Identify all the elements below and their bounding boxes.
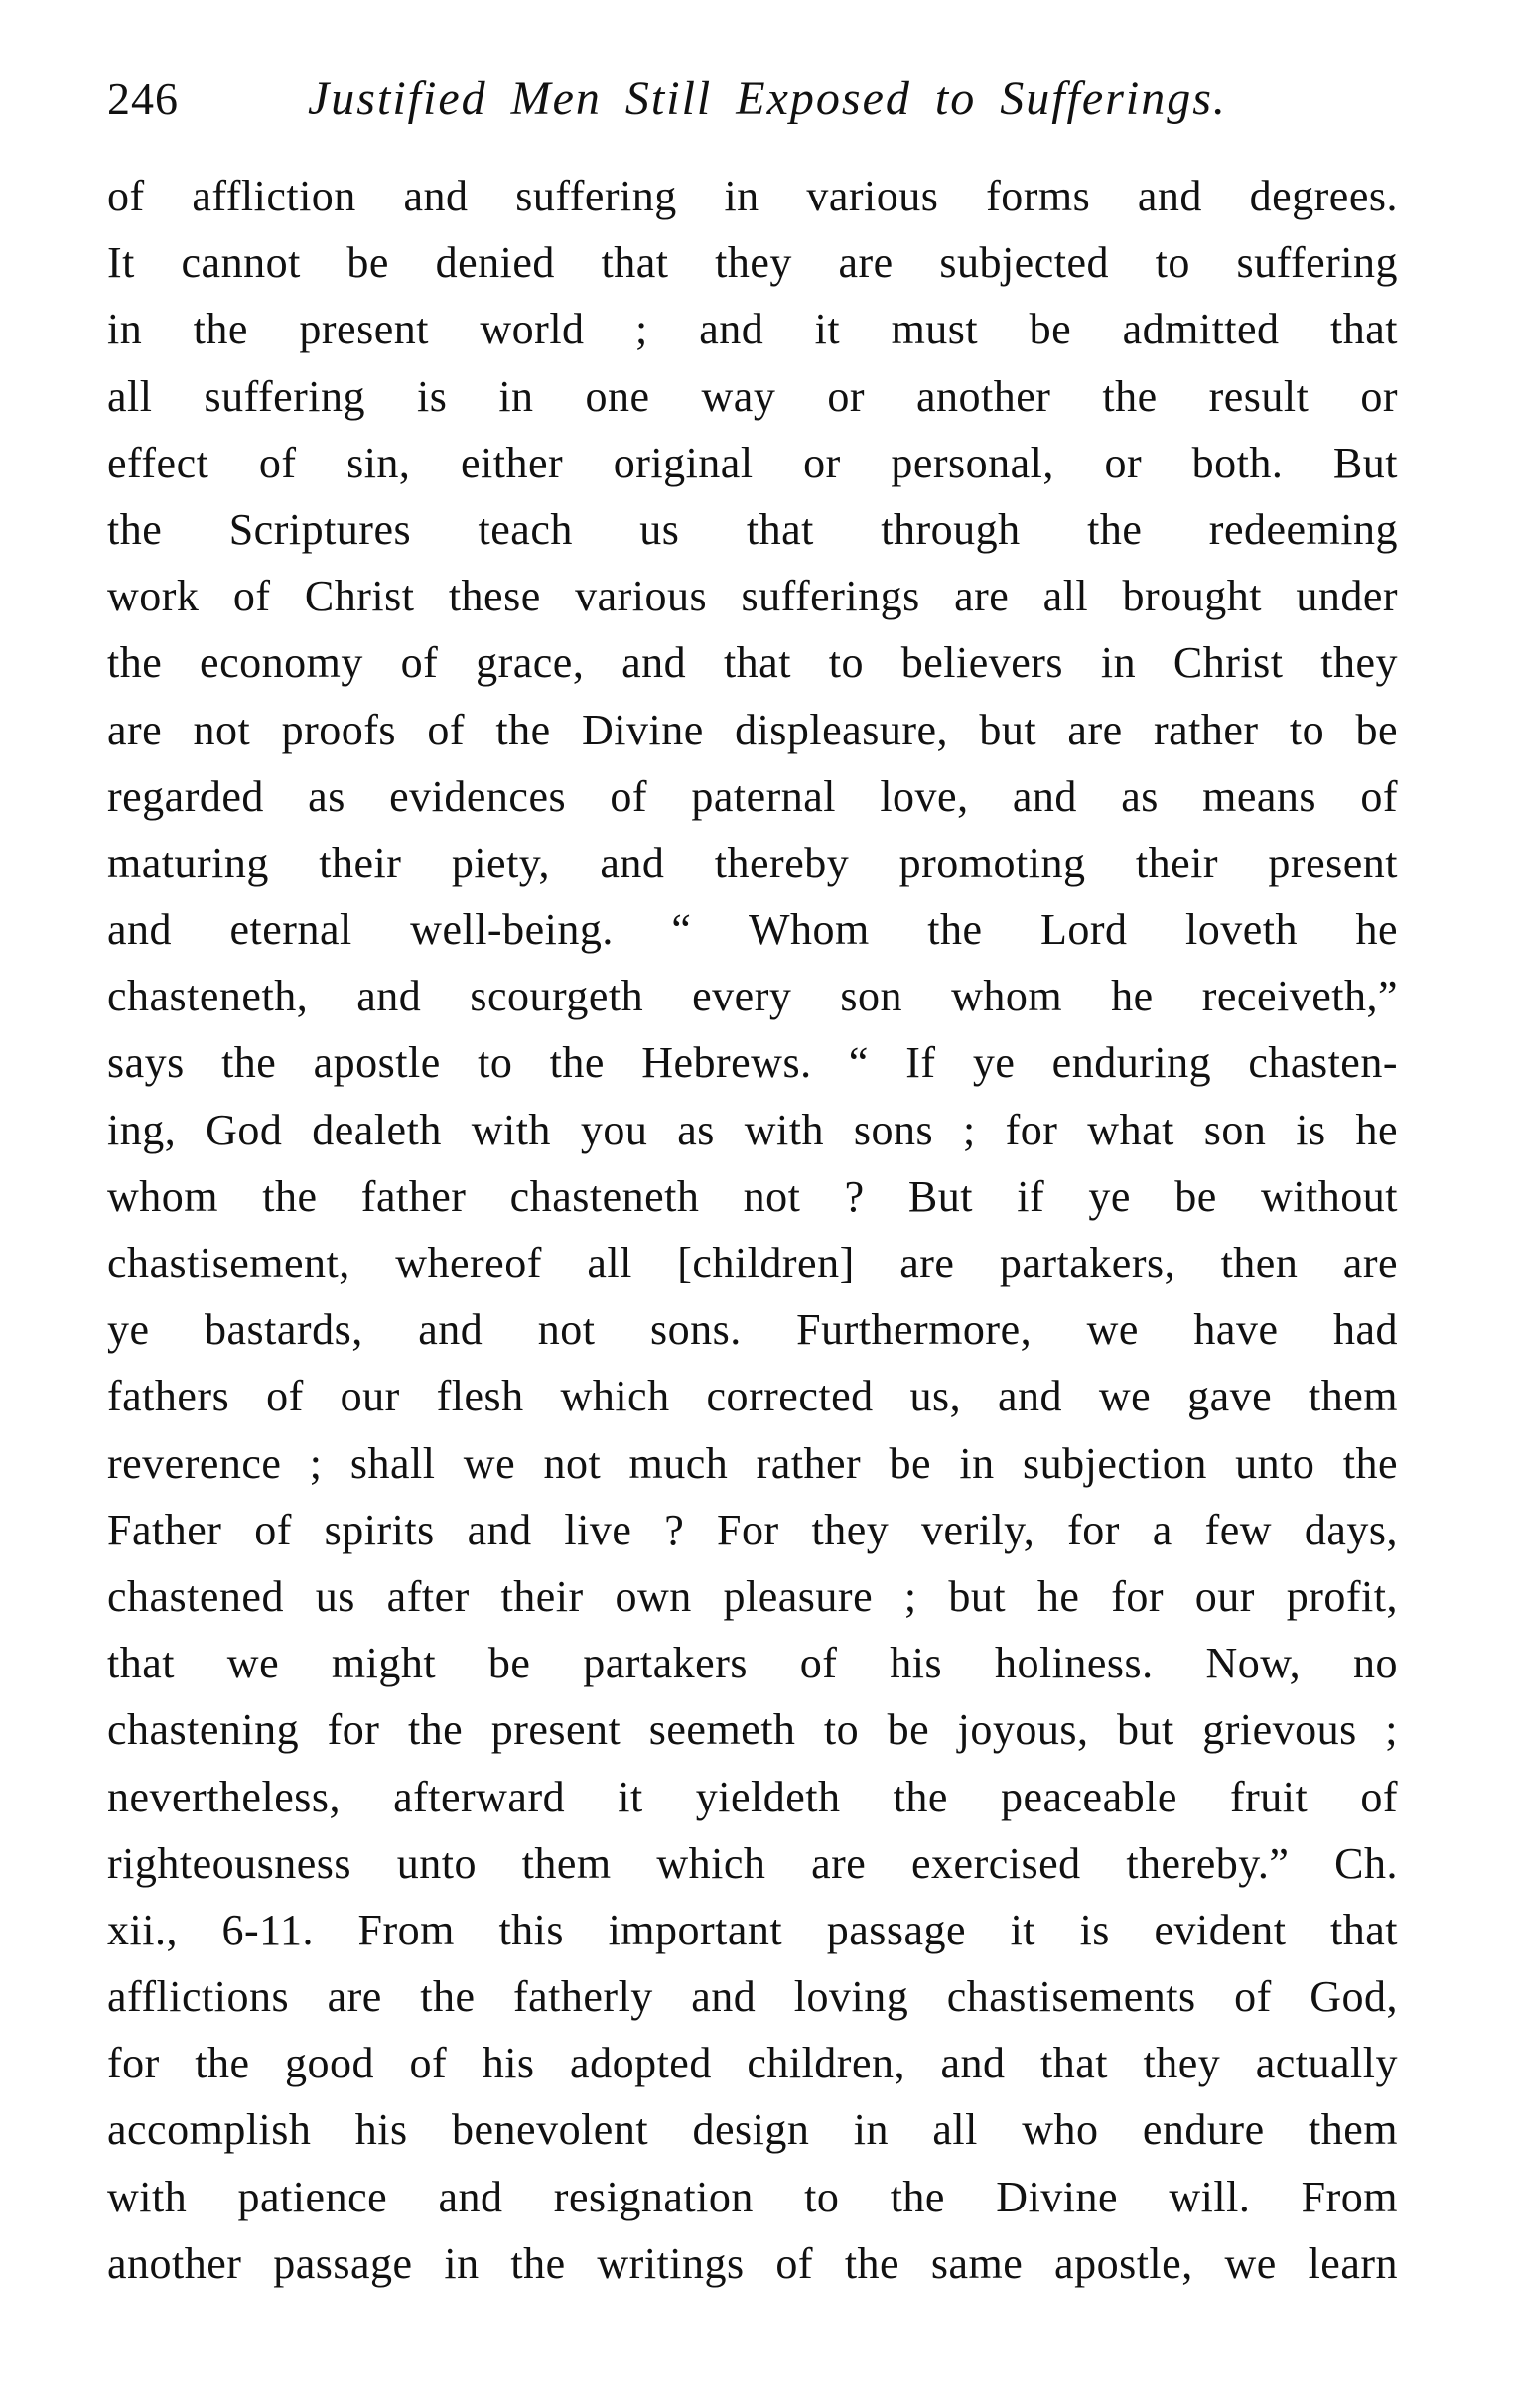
text-line: fathers of our flesh which corrected us, and we gave them <box>107 1372 1398 1421</box>
text-line: afflictions are the fatherly and loving chastisements of God, <box>107 1972 1398 2022</box>
text-line: nevertheless, afterward it yieldeth the peaceable fruit of <box>107 1772 1398 1821</box>
text-line: ing, God dealeth with you as with sons ; for what son is he <box>107 1105 1398 1154</box>
text-line: for the good of his adopted children, and that they actually <box>107 2039 1398 2088</box>
page-number: 246 <box>107 73 179 124</box>
text-line: the economy of grace, and that to believers in Christ they <box>107 638 1398 688</box>
text-line: Father of spirits and live ? For they verily, for a few days, <box>107 1505 1398 1554</box>
text-line: maturing their piety, and thereby promoting their present <box>107 838 1398 887</box>
text-line: chastened us after their own pleasure ; but he for our profit, <box>107 1571 1398 1621</box>
text-line: says the apostle to the Hebrews. “ If ye enduring chasten- <box>107 1038 1398 1088</box>
text-line: with patience and resignation to the Divine will. From <box>107 2172 1398 2221</box>
text-line: effect of sin, either original or personal, or both. But <box>107 438 1398 487</box>
text-line: chasteneth, and scourgeth every son whom he receiveth,” <box>107 972 1398 1021</box>
text-line: the Scriptures teach us that through the redeeming <box>107 504 1398 554</box>
text-line: of affliction and suffering in various forms and degrees. <box>107 172 1398 220</box>
text-line: regarded as evidences of paternal love, and as means of <box>107 771 1398 821</box>
text-line: that we might be partakers of his holiness. Now, no <box>107 1639 1398 1688</box>
text-line: xii., 6-11. From this important passage it is evident that <box>107 1905 1398 1954</box>
text-line: righteousness unto them which are exercised thereby.” Ch. <box>107 1838 1398 1888</box>
text-line: all suffering is in one way or another the result or <box>107 371 1398 421</box>
page-header <box>107 69 1418 149</box>
text-line: chastisement, whereof all [children] are partakers, then are <box>107 1239 1398 1287</box>
text-line: whom the father chasteneth not ? But if ye be without <box>107 1171 1398 1221</box>
text-line: It cannot be denied that they are subjected to suffering <box>107 238 1398 288</box>
text-line: reverence ; shall we not much rather be in subjection unto the <box>107 1438 1398 1488</box>
body-text <box>107 163 1398 2297</box>
text-line: chastening for the present seemeth to be joyous, but grievous ; <box>107 1705 1398 1755</box>
text-line: accomplish his benevolent design in all who endure them <box>107 2105 1398 2155</box>
text-line: work of Christ these various sufferings are all brought under <box>107 572 1398 621</box>
text-line: and eternal well-being. “ Whom the Lord loveth he <box>107 905 1398 955</box>
text-line: ye bastards, and not sons. Furthermore, we have had <box>107 1305 1398 1355</box>
text-line: in the present world ; and it must be admitted that <box>107 305 1398 354</box>
text-line: another passage in the writings of the same apostle, we learn <box>107 2238 1398 2288</box>
running-title: Justified Men Still Exposed to Sufferings. <box>308 72 1227 125</box>
text-line: are not proofs of the Divine displeasure, but are rather to be <box>107 705 1398 754</box>
